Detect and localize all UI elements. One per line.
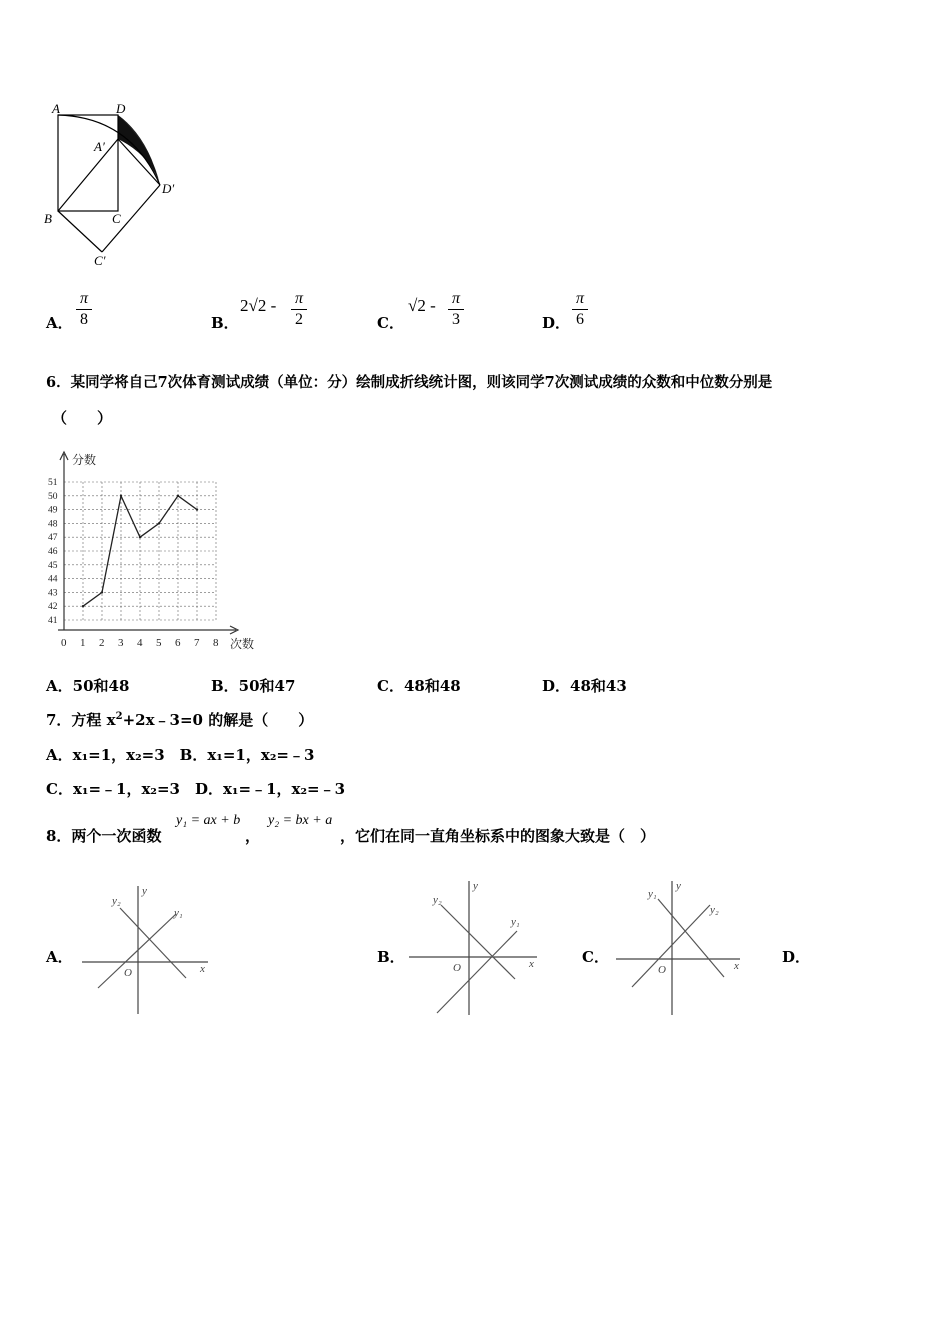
svg-text:y₂: y₂	[433, 894, 442, 906]
q6-line-chart	[36, 445, 266, 655]
svg-text:O: O	[658, 964, 666, 976]
x-tick-label: 4	[137, 637, 143, 649]
label-b: B	[44, 211, 52, 226]
data-point	[101, 591, 103, 593]
svg-text:x: x	[200, 963, 205, 975]
q6-option-c[interactable]: C．48和48	[377, 677, 461, 695]
q5-option-a-fraction: π 8	[76, 290, 92, 329]
svg-text:O: O	[124, 967, 132, 979]
svg-text:y₁: y₁	[174, 907, 183, 919]
q5-option-d[interactable]	[542, 312, 570, 333]
q6-option-d[interactable]: D．48和43	[542, 677, 627, 695]
q8-comma: ，	[245, 827, 261, 845]
svg-text:y₂: y₂	[112, 895, 121, 907]
y-tick-label: 42	[48, 602, 58, 613]
option-letter: A．	[46, 314, 73, 332]
q8-option-d[interactable]: D．	[782, 948, 811, 966]
data-point	[120, 495, 122, 497]
q6-option-b[interactable]: B．50和47	[211, 677, 296, 695]
q5-option-d-fraction: π 6	[572, 290, 588, 329]
x-tick-label: 1	[80, 637, 86, 649]
x-tick-label: 7	[194, 637, 200, 649]
q8-eq2: y₂ = bx + a	[268, 813, 333, 828]
q8-eq1: y₁ = ax + b	[176, 813, 241, 828]
data-point	[82, 605, 84, 607]
y-tick-label: 50	[48, 491, 58, 502]
y-tick-label: 48	[48, 519, 58, 530]
q5-option-c[interactable]	[377, 312, 404, 333]
label-a: A	[52, 101, 60, 116]
y-tick-label: 51	[48, 478, 58, 488]
data-point	[139, 536, 141, 538]
svg-text:y: y	[676, 880, 681, 892]
x-tick-label: 5	[156, 637, 162, 649]
x-tick-label: 3	[118, 637, 124, 649]
svg-text:y₁: y₁	[648, 888, 657, 900]
svg-text:O: O	[453, 962, 461, 974]
q5-option-b[interactable]	[211, 312, 239, 333]
q8-graph-c	[612, 875, 752, 1020]
y-tick-label: 41	[48, 616, 58, 626]
q7-options-row2[interactable]: C．x₁=﹣1，x₂=3 D．x₁=﹣1，x₂=﹣3	[46, 780, 346, 798]
q6-stem: 6．某同学将自己7次体育测试成绩（单位：分）绘制成折线统计图，则该同学7次测试成绩的众数和中位数分别是	[46, 374, 773, 391]
y-tick-label: 47	[48, 533, 58, 544]
q7-stem: 7．方程 $x^2+2x﹣3=0$ 的解是（ ）	[46, 711, 314, 729]
svg-text:y₁: y₁	[511, 916, 520, 928]
q8-option-a[interactable]: A．	[46, 948, 73, 966]
data-point	[177, 495, 179, 497]
data-point	[158, 522, 160, 524]
svg-text:x: x	[734, 960, 739, 972]
label-d-prime: D′	[162, 181, 175, 196]
square-abcd	[58, 115, 118, 211]
y-axis-title: 分数	[72, 453, 97, 467]
q6-option-a[interactable]: A．50和48	[46, 677, 130, 695]
y-tick-label: 43	[48, 588, 58, 599]
label-c: C	[112, 211, 121, 226]
option-letter: B．	[211, 314, 239, 332]
svg-text:x: x	[529, 958, 534, 970]
y-tick-label: 46	[48, 547, 58, 557]
y-tick-label: 45	[48, 560, 58, 571]
x-tick-label: 6	[175, 637, 181, 649]
q5-option-a[interactable]	[46, 312, 73, 333]
q8-graph-a	[78, 880, 218, 1020]
q7-options-row1[interactable]: A．x₁=1，x₂=3 B．x₁=1，x₂=﹣3	[46, 746, 315, 764]
svg-text:y: y	[142, 885, 147, 897]
q5-option-c-fraction: π 3	[448, 290, 464, 329]
q8-suffix: ，它们在同一直角坐标系中的图象大致是（ ）	[340, 827, 656, 845]
q8-option-c[interactable]: C．	[582, 948, 609, 966]
svg-text:y: y	[473, 880, 478, 892]
q8-prefix: 8．两个一次函数	[46, 827, 162, 845]
x-axis-title: 次数	[230, 637, 255, 651]
q5-geometry-figure	[40, 95, 200, 270]
q5-option-b-prefix: 2√2 -	[240, 296, 277, 315]
option-letter: C．	[377, 314, 404, 332]
q8-option-b[interactable]: B．	[377, 948, 405, 966]
y-tick-label: 44	[48, 574, 58, 585]
x-tick-label: 2	[99, 637, 105, 649]
option-letter: D．	[542, 314, 571, 332]
y-tick-label: 49	[48, 505, 58, 516]
q5-option-b-fraction: π 2	[291, 290, 307, 329]
svg-text:y₂: y₂	[710, 904, 719, 916]
q8-graph-b	[405, 875, 550, 1020]
label-d: D	[116, 101, 126, 116]
data-point	[196, 508, 198, 510]
label-c-prime: C′	[94, 253, 106, 268]
shaded-region	[118, 115, 160, 185]
x-tick-label: 0	[61, 637, 67, 649]
q6-paren: （ ）	[52, 409, 113, 427]
q5-option-c-prefix: √2 -	[408, 296, 436, 315]
x-tick-label: 8	[213, 637, 219, 649]
label-a-prime: A′	[94, 139, 105, 154]
